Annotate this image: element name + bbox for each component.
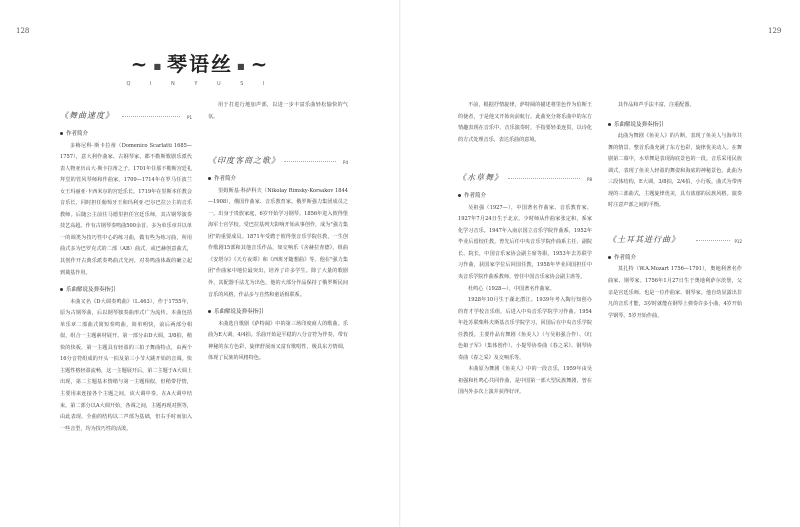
bullet-icon bbox=[608, 123, 611, 126]
section-title: 《土耳其进行曲》 bbox=[608, 234, 680, 244]
left-column-2 bbox=[208, 100, 348, 516]
dotted-leader bbox=[508, 178, 580, 179]
subheading: 乐曲解说及弹奏指引 bbox=[60, 285, 192, 297]
square-ornament-icon: ■ bbox=[153, 60, 163, 71]
bullet-icon bbox=[208, 177, 211, 180]
dotted-leader bbox=[284, 161, 336, 162]
paragraph: 不前，根据抒情旋律，萨特阔的描述将里色作为伯斯王的使者，于是他又开始向前航行。此曲充分将乐曲中的东方情趣表现在音乐中，音乐演奏时，手指要轻柔连贯，以诗化的方式处理音乐，表达乐曲的意境。 bbox=[458, 102, 592, 143]
chapter-title bbox=[0, 48, 400, 77]
dotted-leader bbox=[122, 116, 180, 117]
subheading: 作者简介 bbox=[60, 129, 192, 141]
paragraph: 本曲又名《D大调奏鸣曲》（L.463），作于1755年，原为古钢琴曲，后以钢琴独奏曲形式广为流传。本曲包括单乐章二部曲式简短奏鸣曲，简单明快，前后两部分相似，组合一主题素材展开。第一部分由D大调，3/8拍，稍快的快板，第一主题具有轻盈的三拍子舞曲特点，由两个16分音符组成的开头一拍及第三小节大跳开始的音调。快主题性格轻盈流畅，这一主题展开后，第二主题于A大调上出现，第二主题基本情绪与第一主题相似，但稍带抒情，主要用来连接各个主题之间，该大调中奏，在A大调中结束。第二部分以A大调开始，各调之间，主题再现对照等，由此表现。全曲的结构以二声部为基础，但右手时而加入一些音型，均为技巧性的活泼。 bbox=[60, 298, 192, 432]
section-header bbox=[60, 110, 192, 120]
subheading: 作者简介 bbox=[608, 253, 742, 265]
bullet-icon bbox=[208, 310, 211, 313]
subheading: 作者简介 bbox=[208, 174, 348, 186]
section-title: 《水草舞》 bbox=[458, 173, 503, 183]
paragraph: 本曲原为舞剧《鱼美人》中的一段音乐，1959年由吴祖强和杜鸣心共同作曲，是中国第一部大型民族舞剧，曾在国内外多次上演并获得好评。 bbox=[458, 366, 592, 396]
paragraph: 里姆斯基·科萨科夫（Nikolay Rimsky-Korsakov 1844—1908），俄国作曲家、音乐教育家。俄罗斯强力集团成员之一。出身于贵族家庭，6岁开始学习钢琴。1856年进入彼得堡海军士官学校。受巴拉基列夫影响开始从事创作，成为"强力集团"的重要成员。1871年受聘于彼得堡音乐学院任教，一生创作歌剧15部和其他音乐作品，如交响乐《舍赫拉查德》，组曲《安塔尔》《天方夜谭》和《西班牙随想曲》等。他在"强力集团"作曲家中地位最突出，培养了许多学生。除了大量的歌剧外，其配器手法尤为出色，他的大部分作品保持了俄罗斯民间音乐的风格，作品多与自然和童话相联系。 bbox=[208, 187, 348, 298]
bullet-icon bbox=[458, 194, 461, 197]
bullet-icon bbox=[60, 288, 63, 291]
bullet-icon bbox=[60, 132, 63, 135]
section-page-ref: P8 bbox=[587, 177, 592, 183]
left-column-1 bbox=[60, 96, 192, 516]
paragraph: 本曲选自歌剧《萨特阔》中的第三场印度商人的歌曲。乐曲为E大调，4/4拍。乐曲开始是平稳的八分音符为伴奏，带有神秘的东方色彩，旋律舒展而又富有歌唱性，极具东方情调，体现了民族的风格特色。 bbox=[208, 320, 348, 362]
right-column-1 bbox=[458, 100, 592, 516]
bullet-icon bbox=[608, 256, 611, 259]
section-header bbox=[458, 172, 592, 182]
right-column-2 bbox=[608, 100, 742, 516]
paragraph: 此曲为舞剧《鱼美人》的片断，表现了鱼美人与海草共舞的情景。整首乐曲充满了东方色彩，旋律优美动人。在舞剧第二幕中，水草舞是表现海底景色的一段。音乐采用民族调式，表现了鱼美人轻盈的舞姿和海底的神秘景色。此曲为三段体结构，E大调，3/8拍，2/4拍，小行板。曲式为带再现的三部曲式，主题旋律优美，具有浓郁的民族风格。演奏时注意声部之间的平衡。 bbox=[608, 133, 742, 209]
paragraph: 其作品和声手法丰富，注重配器。 bbox=[618, 102, 695, 108]
paragraph: 用于打进行地加声部，以进一步丰富乐曲轻松愉快的气氛。 bbox=[208, 102, 348, 120]
title-decor-right: ~ bbox=[250, 52, 270, 76]
paragraph: 1928年10月生于湖北潜江。1939年考入陶行知创办的育才学校音乐组，后进入中央音乐学院学习作曲。1954年赴苏联柴科夫斯基音乐学院学习，回国后在中央音乐学院任教授。主要作品有舞剧《鱼美人》（与吴祖强合作）、《红色娘子军》（集体创作）、小提琴协奏曲《春之采》、钢琴协奏曲《春之采》及交响乐等。 bbox=[458, 297, 592, 361]
section-header bbox=[608, 234, 742, 244]
paragraph: 杜鸣心（1928—），中国著名作曲家。 bbox=[468, 285, 555, 292]
paragraph: 多梅尼科·斯卡拉蒂（Domenico Scarlatti 1685—1757），意大利作曲家、古钢琴家。都不勒斯歌剧乐派代表人物亚历山大·斯卡拉蒂之子。1701年任那不勒斯宫廷礼拜堂的管风琴师和作曲家。1709—1714年在罗马任波兰女王玛丽亚·卡西米尔的宫廷乐长。1719年在里斯本任教会音乐长，同时担任葡萄牙王和玛利亚·巴尔巴拉公主的音乐教师。后随公主前往马德里担任宫廷乐师，其古钢琴演奏技艺高超。作有古钢琴奏鸣曲500余首。多为单乐章并以单一的调类为技巧性中心的练习曲，做有些为练习曲，所用曲式多为巴罗克式的二部（AB）曲式，或巴赫创意曲式，其创作开古典乐派奏鸣曲式先河，对奏鸣曲体裁的确立起到奠基作用。 bbox=[60, 142, 192, 276]
section-page-ref: P1 bbox=[187, 115, 192, 120]
subheading: 作者简介 bbox=[458, 191, 592, 203]
square-ornament-icon: ■ bbox=[237, 60, 247, 71]
paragraph: 莫扎特（W.A.Mozart 1756—1791），奥地利著名作曲家、钢琴家。1756年1月27日生于奥地利萨尔茨堡，父亲是宫廷乐师。也是一位作曲家、钢琴家。他自幼显露出非凡的音乐才能，3岁时就能在钢琴上弹奏许多小曲，4岁开始学钢琴，5岁开始作曲。 bbox=[608, 266, 742, 319]
dotted-leader bbox=[696, 240, 730, 241]
section-title: 《印度客商之歌》 bbox=[208, 156, 280, 166]
section-page-ref: P12 bbox=[734, 238, 742, 244]
section-header bbox=[208, 155, 348, 165]
page-number-left: 128 bbox=[16, 27, 30, 35]
chapter-heading bbox=[0, 48, 400, 87]
subheading: 乐曲解说及弹奏指引 bbox=[208, 307, 348, 319]
subheading: 乐曲解说及弹奏指引 bbox=[608, 120, 742, 132]
section-page-ref: P4 bbox=[343, 160, 348, 166]
page-number-right: 129 bbox=[768, 27, 782, 35]
section-title: 《舞曲速度》 bbox=[60, 111, 114, 120]
title-decor-left: ~ bbox=[130, 52, 150, 76]
title-romanization: Q I N Y U S I bbox=[126, 81, 274, 87]
title-text: 琴语丝 bbox=[167, 52, 233, 76]
paragraph: 吴祖强（1927—），中国著名作曲家、音乐教育家。1927年7月24日生于北京。少时师从作曲家张定和，系家化学习音乐。1947年入南京国立音乐学院作曲系，1952年毕业后留校任教。曾先后任中央音乐学院作曲系主任、副院长、院长，中国音乐家协会副主席等职。1953年去苏联学习作曲，获国家学位后回国任教，1958年毕业回国担任中央音乐学院作曲系教师。曾任中国音乐家协会副主席等。 bbox=[458, 204, 592, 281]
